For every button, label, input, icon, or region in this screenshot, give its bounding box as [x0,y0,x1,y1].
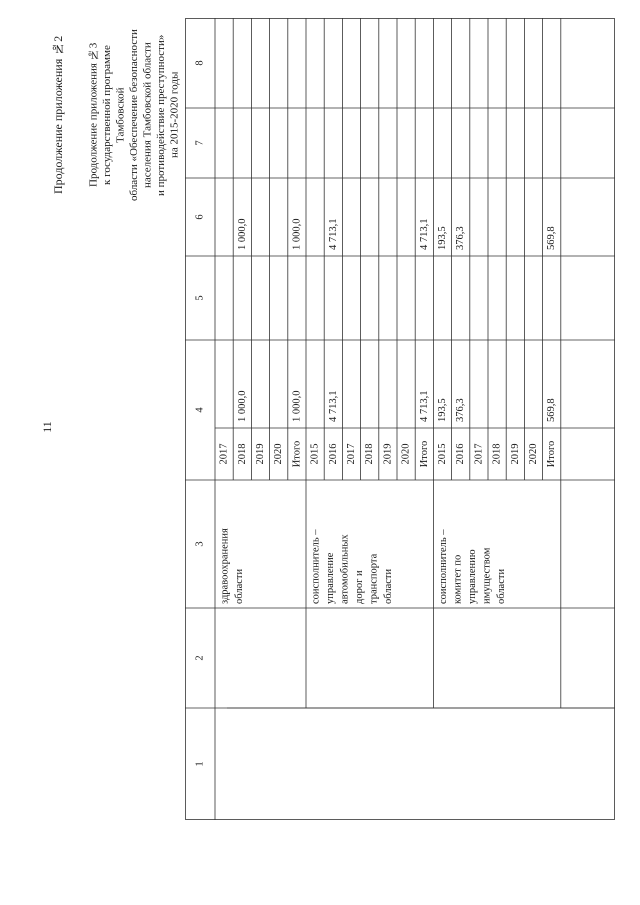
year-cell: 2015 [309,443,321,465]
total-funding-cell: 193,5 [437,398,448,422]
year-cell: 2017 [218,443,230,465]
header-line: на 2015-2020 годы [168,71,181,159]
header-line: населения Тамбовской области [141,42,154,188]
total-funding-cell: 569,8 [546,398,558,422]
budget-table [185,18,615,820]
year-cell: Итого [546,440,558,468]
year-cell: Итого [291,440,303,468]
column-number: 7 [194,140,206,146]
year-cell: 2016 [327,443,339,465]
year-cell: 2018 [491,443,503,465]
header-line: области «Обеспечение безопасности [128,29,140,201]
regional-budget-cell: 376,3 [455,226,467,250]
executor-text: комитет по [452,554,464,604]
regional-budget-cell: 1 000,0 [236,218,248,250]
column-number: 8 [194,60,206,66]
year-cell: 2019 [382,443,394,465]
total-funding-cell: 376,3 [455,398,467,422]
executor-text: дорог и [354,570,365,604]
regional-budget-cell: 1 000,0 [291,218,303,250]
executor-text: управление [325,552,336,604]
year-cell: 2017 [346,443,357,465]
executor-text: автомобильных [339,534,351,604]
executor-text: здравоохранения [219,528,231,604]
year-cell: 2018 [364,443,376,465]
page-number: 11 [40,421,54,433]
regional-budget-cell: 193,5 [437,226,448,250]
year-cell: Итого [418,440,430,468]
year-cell: 2019 [255,443,266,465]
header-line: и противодействие преступности» [155,34,167,196]
column-number: 6 [194,214,206,220]
year-cell: 2020 [528,443,539,465]
year-cell: 2017 [473,443,485,465]
total-funding-cell: 1 000,0 [236,390,248,422]
header-line: к государственной программе Тамбовской [101,45,127,185]
column-number: 3 [194,541,206,547]
regional-budget-cell: 4 713,1 [418,218,430,250]
regional-budget-cell: 569,8 [546,226,558,250]
year-cell: 2020 [400,443,412,465]
rotated-table [185,18,615,820]
column-number: 1 [194,761,206,767]
total-funding-cell: 4 713,1 [327,390,339,422]
year-cell: 2016 [455,443,467,465]
total-funding-cell: 1 000,0 [291,390,303,422]
appendix-continuation-title: Продолжение приложения №2 [51,35,65,195]
executor-text: имуществом [481,547,493,604]
executor-text: соисполнитель – [310,529,322,604]
executor-text: области [234,568,245,604]
executor-text: соисполнитель – [437,529,449,604]
executor-text: транспорта [368,553,380,604]
document-header [51,25,181,205]
year-cell: 2020 [273,443,285,465]
year-cell: 2018 [236,443,248,465]
column-number: 5 [194,295,206,301]
year-cell: 2015 [437,443,448,465]
header-line: Продолжение приложения №3 [87,42,100,188]
year-cell: 2019 [509,443,521,465]
regional-budget-cell: 4 713,1 [327,218,339,250]
executor-text: области [495,568,507,604]
column-number: 4 [194,407,206,413]
column-number: 2 [194,655,206,661]
executor-text: управлению [466,549,478,604]
executor-text: области [383,568,394,604]
total-funding-cell: 4 713,1 [418,390,430,422]
